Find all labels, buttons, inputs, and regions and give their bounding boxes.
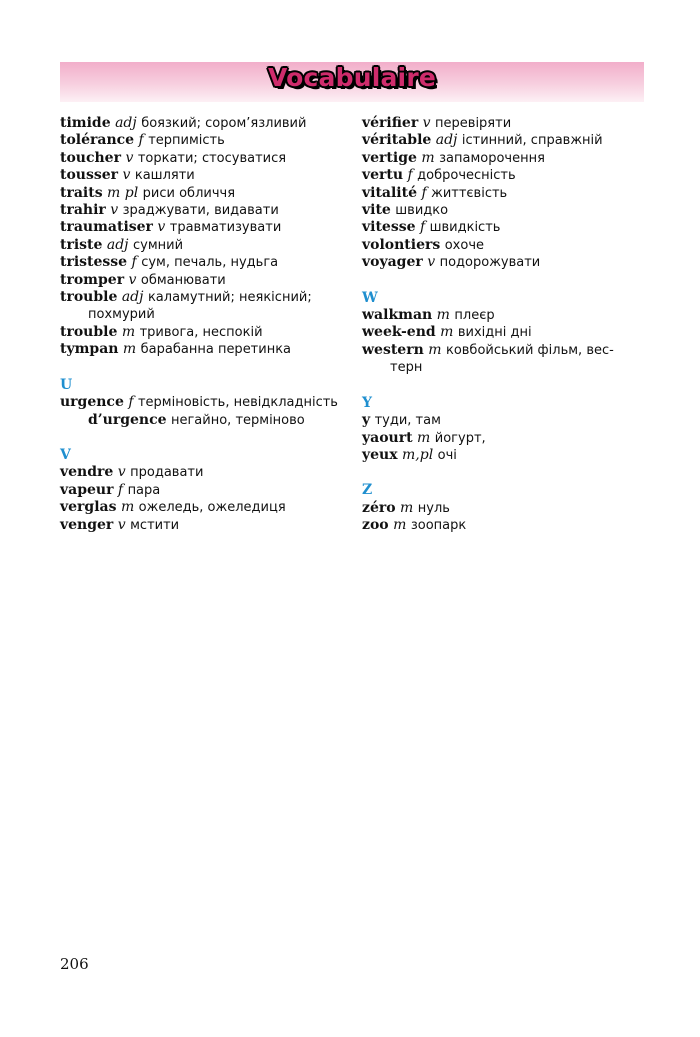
headword: vite <box>362 202 391 219</box>
grammar-label: v <box>125 149 134 166</box>
translation: зраджувати, видавати <box>122 203 279 219</box>
grammar-label: v <box>122 167 131 184</box>
headword: venger <box>60 516 114 533</box>
grammar-label: m,pl <box>402 446 434 463</box>
headword: traumatiser <box>60 219 153 236</box>
section-letter: Z <box>362 482 373 499</box>
headword: vertige <box>362 149 417 166</box>
headword: tousser <box>60 167 119 184</box>
translation: ожеледь, ожеледиця <box>138 500 286 516</box>
headword: tromper <box>60 271 125 288</box>
headword: tympan <box>60 341 119 358</box>
section-letter: V <box>60 446 71 463</box>
grammar-label: f <box>421 184 427 201</box>
headword: vitalité <box>362 184 418 201</box>
headword: vérifier <box>362 115 419 131</box>
vocabulary-entry <box>60 237 342 254</box>
headword: trahir <box>60 202 106 219</box>
translation: торкати; стосуватися <box>137 150 287 166</box>
translation: терміновість, невідкладність <box>137 395 338 411</box>
vocabulary-entry <box>60 167 342 184</box>
translation: негайно, терміново <box>170 412 305 428</box>
translation-continuation: похмурий <box>88 307 155 323</box>
translation: кашляти <box>134 168 195 184</box>
translation: доброчесність <box>417 168 516 184</box>
headword: triste <box>60 236 103 253</box>
page-number: 206 <box>60 955 89 973</box>
grammar-label: adj <box>106 236 129 253</box>
headword: volontiers <box>362 236 441 253</box>
grammar-label: v <box>117 464 126 481</box>
headword: western <box>362 341 424 358</box>
grammar-label: adj <box>121 289 144 306</box>
grammar-label: v <box>157 219 166 236</box>
headword: véritable <box>362 132 432 149</box>
vocabulary-right-column <box>362 115 644 535</box>
vocabulary-entry <box>362 517 644 534</box>
translation: туди, там <box>374 413 441 429</box>
translation: травматизувати <box>169 220 282 236</box>
grammar-label: m <box>421 149 435 166</box>
vocabulary-header-banner <box>60 62 644 102</box>
vocabulary-entry <box>60 202 342 219</box>
translation: каламутний; неякісний; <box>147 290 312 306</box>
translation: барабанна перетинка <box>140 342 292 358</box>
vocabulary-entry <box>362 167 644 184</box>
grammar-label: m <box>393 517 407 534</box>
grammar-label: m <box>122 341 137 358</box>
translation: істинний, справжній <box>461 133 603 149</box>
translation-continuation: терн <box>390 360 423 376</box>
vocabulary-entry <box>362 219 644 236</box>
translation: риси обличчя <box>142 185 236 201</box>
vocabulary-entry <box>362 324 644 341</box>
vocabulary-entry <box>362 307 644 324</box>
headword: zoo <box>362 517 389 534</box>
translation: плеєр <box>454 308 495 324</box>
headword: vapeur <box>60 481 114 498</box>
vocabulary-entry <box>60 412 342 429</box>
grammar-label: f <box>138 132 144 149</box>
headword: tristesse <box>60 254 128 271</box>
page-title: Vocabulaire <box>267 63 437 92</box>
vocabulary-entry <box>362 412 644 429</box>
vocabulary-entry <box>60 341 342 358</box>
vocabulary-entry <box>362 237 644 254</box>
translation: охоче <box>444 237 484 253</box>
grammar-label: f <box>407 167 413 184</box>
headword: yeux <box>362 446 398 463</box>
translation: нуль <box>417 500 450 516</box>
headword: traits <box>60 184 103 201</box>
grammar-label: m <box>428 341 442 358</box>
headword: voyager <box>362 254 423 271</box>
grammar-label: m <box>436 307 450 324</box>
vocabulary-entry <box>60 499 342 516</box>
vocabulary-entry <box>60 517 342 534</box>
vocabulary-entry <box>60 132 342 149</box>
translation: очі <box>437 447 457 463</box>
translation: швидко <box>395 203 449 219</box>
translation: терпимість <box>148 133 225 149</box>
vocabulary-left-column <box>60 115 342 534</box>
grammar-label: m <box>417 429 431 446</box>
section-letter: Y <box>362 394 372 411</box>
grammar-label: v <box>427 254 436 271</box>
headword: walkman <box>362 307 433 324</box>
translation: обманювати <box>140 272 226 288</box>
headword: trouble <box>60 323 118 340</box>
vocabulary-entry <box>362 342 644 377</box>
grammar-label: v <box>128 271 137 288</box>
grammar-label: v <box>422 115 431 131</box>
headword: tolérance <box>60 132 135 149</box>
grammar-label: f <box>128 394 134 411</box>
headword: vitesse <box>362 219 416 236</box>
vocabulary-entry <box>362 500 644 517</box>
translation: ковбойський фільм, вес- <box>445 342 614 358</box>
translation: тривога, неспокій <box>139 324 263 340</box>
vocabulary-entry <box>362 430 644 447</box>
vocabulary-entry <box>60 482 342 499</box>
headword: verglas <box>60 499 117 516</box>
vocabulary-entry <box>60 115 342 132</box>
vocabulary-entry <box>60 394 342 411</box>
translation: запаморочення <box>439 150 545 166</box>
vocabulary-entry <box>60 150 342 167</box>
grammar-label: m <box>440 324 454 341</box>
headword: urgence <box>60 394 124 411</box>
vocabulary-entry <box>60 324 342 341</box>
grammar-label: m <box>400 499 414 516</box>
translation: мстити <box>130 517 180 533</box>
translation: перевіряти <box>435 116 512 131</box>
headword: toucher <box>60 149 121 166</box>
headword: zéro <box>362 499 396 516</box>
vocabulary-entry <box>60 185 342 202</box>
translation: пара <box>127 482 161 498</box>
translation: швидкість <box>429 220 501 236</box>
vocabulary-entry <box>60 464 342 481</box>
headword: trouble <box>60 289 118 306</box>
translation: подорожувати <box>439 255 541 271</box>
translation: життєвість <box>431 185 508 201</box>
grammar-label: m <box>120 499 135 516</box>
vocabulary-entry <box>60 219 342 236</box>
headword: timide <box>60 115 111 131</box>
grammar-label: v <box>110 202 119 219</box>
translation: сум, печаль, нудьга <box>141 255 279 271</box>
grammar-label: f <box>117 481 124 498</box>
section-letter: W <box>362 289 378 306</box>
grammar-label: v <box>117 516 126 533</box>
section-letter: U <box>60 376 73 393</box>
translation: зоопарк <box>410 518 467 534</box>
vocabulary-entry <box>60 272 342 289</box>
headword: vendre <box>60 464 114 481</box>
grammar-label: adj <box>115 115 137 131</box>
translation: боязкий; сором’язливий <box>141 116 307 131</box>
translation: сумний <box>132 237 184 253</box>
translation: вихідні дні <box>457 325 532 341</box>
vocabulary-entry <box>362 447 644 464</box>
vocabulary-entry <box>362 115 644 132</box>
vocabulary-entry <box>362 202 644 219</box>
vocabulary-entry <box>60 289 342 324</box>
vocabulary-entry <box>60 254 342 271</box>
grammar-label: m <box>121 323 136 340</box>
translation: продавати <box>130 465 204 481</box>
grammar-label: f <box>131 254 137 271</box>
headword: d’urgence <box>88 411 167 428</box>
headword: y <box>362 412 371 429</box>
grammar-label: f <box>419 219 426 236</box>
grammar-label: m pl <box>107 184 139 201</box>
headword: vertu <box>362 167 404 184</box>
vocabulary-entry <box>362 254 644 271</box>
translation: йогурт, <box>434 430 486 446</box>
headword: week-end <box>362 324 436 341</box>
vocabulary-entry <box>362 150 644 167</box>
vocabulary-entry <box>362 185 644 202</box>
headword: yaourt <box>362 429 413 446</box>
grammar-label: adj <box>435 132 458 149</box>
vocabulary-entry <box>362 132 644 149</box>
